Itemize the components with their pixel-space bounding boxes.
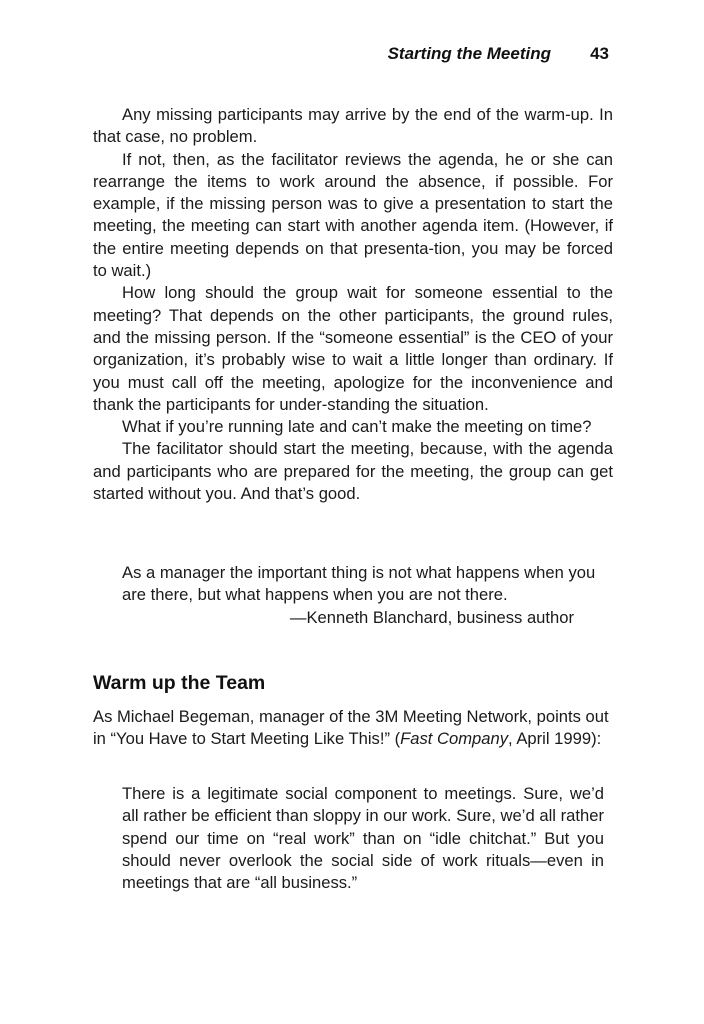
- paragraph: The facilitator should start the meeting, because, with the agenda and participants who are prepared for the meeting, the group can get started without you. And that’s good.: [93, 439, 613, 504]
- paragraph: How long should the group wait for someone essential to the meeting? That depends on the other participants, the ground rules, and the missing person. If the “someone essential” is the CEO of your organization, it’s probably wise to wait a little longer than ordinary. If you must call off the meeting, apologize for the inconvenience and thank the participants for under-standing the situation.: [93, 283, 613, 414]
- paragraph: What if you’re running late and can’t make the meeting on time?: [122, 417, 592, 437]
- running-title: Starting the Meeting: [387, 44, 551, 63]
- publication-title: Fast Company: [400, 729, 509, 749]
- body-text: [93, 104, 613, 505]
- intro-text-end: , April 1999):: [508, 729, 602, 749]
- page-header: [0, 44, 609, 70]
- block-quote-2: There is a legitimate social component to meetings. Sure, we’d all rather be efficient than sloppy in our work. Sure, we’d all rather spend our time on “real work” than on “idle chitchat.” But you should never overlook the social side of work rituals—even in meetings that are “all business.”: [122, 784, 604, 893]
- paragraph: Any missing participants may arrive by the end of the warm-up. In that case, no problem.: [93, 105, 613, 147]
- intro-text: As Michael Begeman, manager of the 3M Meeting Network, points out in “You Have to Start Meeting Like This!” (: [93, 707, 609, 749]
- paragraph: If not, then, as the facilitator reviews the agenda, he or she can rearrange the items to work around the absence, if possible. For example, if the missing person was to give a presentation to start the meeting, the meeting can start with another agenda item. (However, if the entire meeting depends on that presenta-tion, you may be forced to wait.): [93, 149, 613, 281]
- section-heading: Warm up the Team: [93, 672, 266, 694]
- section-intro: [93, 706, 613, 751]
- block-quote: [122, 562, 604, 629]
- page-number: 43: [590, 44, 609, 63]
- quote-attribution: —Kenneth Blanchard, business author: [289, 607, 574, 627]
- quote-text: As a manager the important thing is not what happens when you are there, but what happens when you are not there.: [122, 563, 596, 605]
